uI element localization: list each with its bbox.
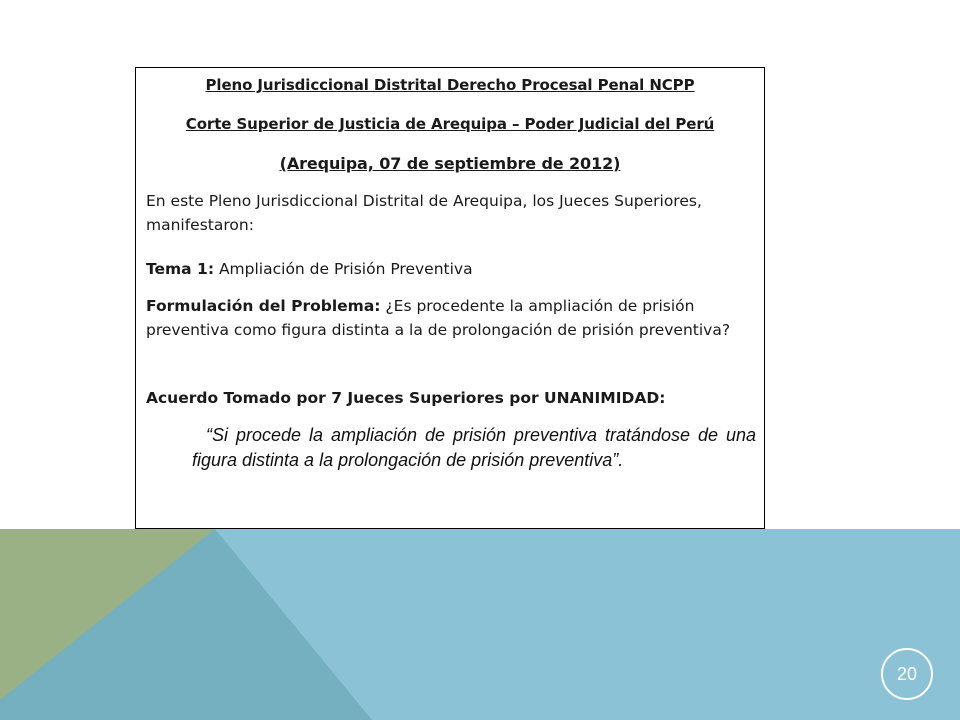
tema-label: Tema 1: [146,260,215,278]
problem-paragraph [146,294,754,342]
intro-paragraph: En este Pleno Jurisdiccional Distrital de Arequipa, los Jueces Superiores, manifestaron: [146,192,702,234]
tema-paragraph [146,257,754,281]
heading-court: Corte Superior de Justicia de Arequipa – Poder Judicial del Perú [185,115,715,133]
content-textbox [135,67,765,529]
heading-title: Pleno Jurisdiccional Distrital Derecho Procesal Penal NCPP [205,76,695,94]
agreement-quote: “Si procede la ampliación de prisión preventiva tratándose de una figura distinta a la prolongación de prisión preventiva”. [192,425,756,470]
problem-label: Formulación del Problema: [146,297,381,315]
problem-text: ¿Es procedente la ampliación de prisión preventiva como figura distinta a la de prolongación de prisión preventiva? [146,297,731,339]
heading-date: (Arequipa, 07 de septiembre de 2012) [279,154,621,173]
agreement-paragraph [146,386,754,410]
agreement-label: Acuerdo Tomado por 7 Jueces Superiores por UNANIMIDAD: [146,389,666,407]
tema-text: Ampliación de Prisión Preventiva [214,260,473,278]
page-number-badge: 20 [881,648,933,700]
